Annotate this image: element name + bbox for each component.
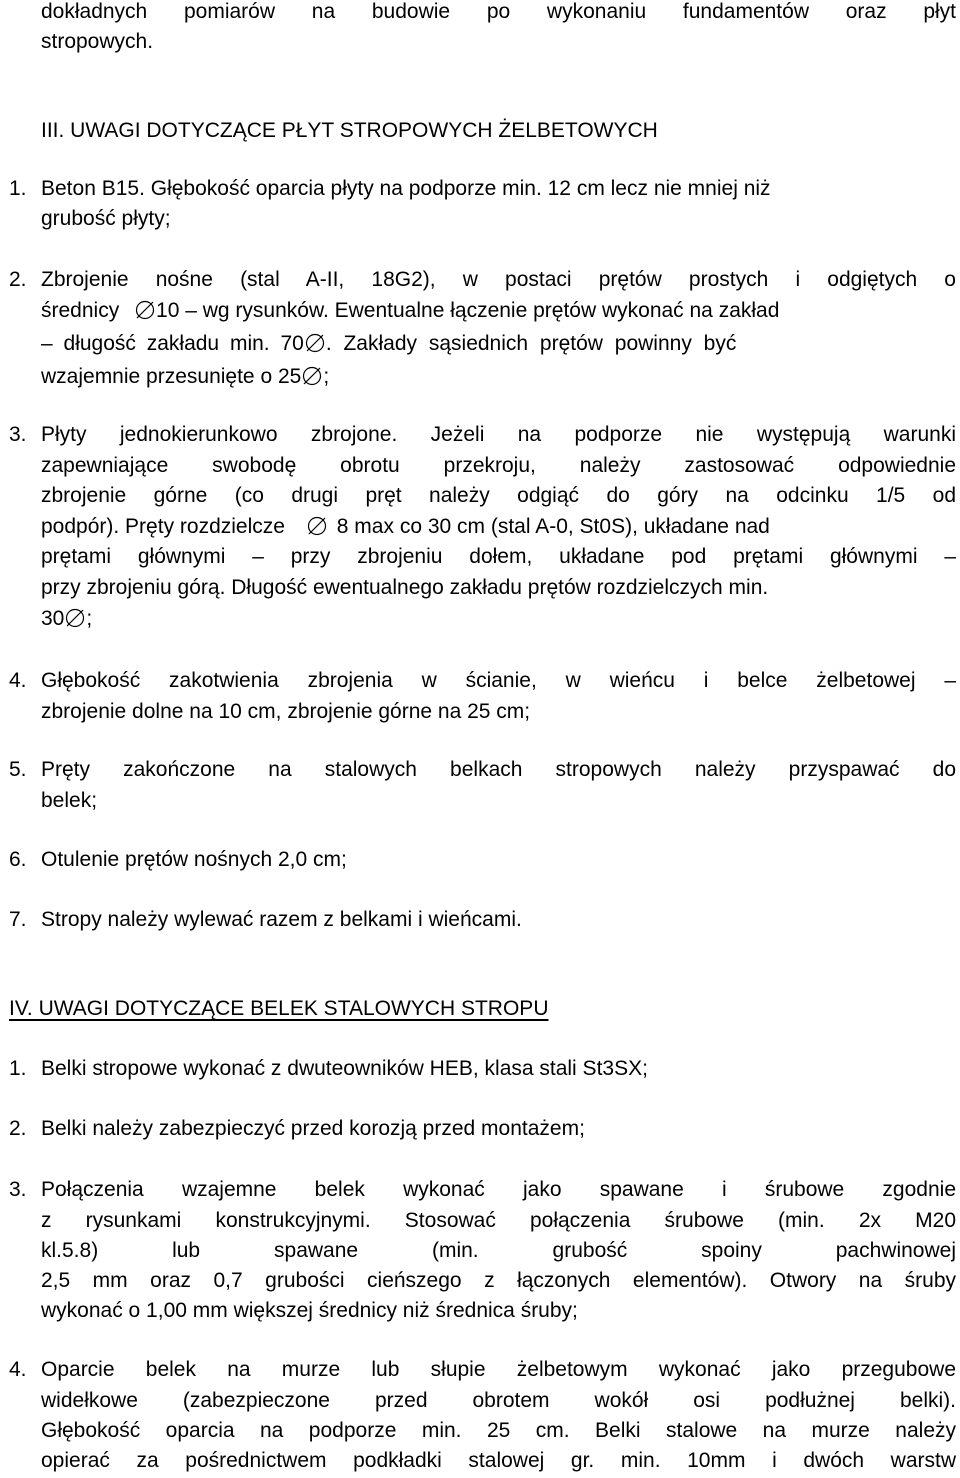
list-item-line: Połączenia wzajemne belek wykonać jako spawane i śrubowe zgodnie	[41, 1178, 956, 1201]
list-item-line: Belki należy zabezpieczyć przed korozją przed montażem;	[41, 1117, 585, 1140]
list-item-line: Beton B15. Głębokość oparcia płyty na podporze min. 12 cm lecz nie mniej niż	[41, 177, 771, 200]
item-number: 7.	[9, 908, 27, 931]
list-item-line	[41, 329, 956, 359]
text-span: 10 – wg rysunków. Ewentualne łączenie prętów wykonać na zakład	[156, 299, 780, 322]
item-number: 1.	[9, 177, 27, 200]
text-span: – długość zakładu min. 70	[41, 332, 304, 355]
item-number: 2.	[9, 268, 27, 291]
list-item-line: Pręty zakończone na stalowych belkach stropowych należy przyspawać do	[41, 758, 956, 781]
item-number: 1.	[9, 1057, 27, 1080]
list-item-line	[41, 512, 956, 542]
item-number: 2.	[9, 1117, 27, 1140]
list-item-line: prętami głównymi – przy zbrojeniu dołem, układane pod prętami głównymi –	[41, 545, 956, 568]
list-item-line: Belki stropowe wykonać z dwuteowników HEB, klasa stali St3SX;	[41, 1057, 648, 1080]
item-number: 3.	[9, 423, 27, 446]
diameter-symbol-icon	[305, 333, 325, 353]
list-item-line: zbrojenie górne (co drugi pręt należy odgiąć do góry na odcinku 1/5 od	[41, 484, 956, 507]
paragraph-line: stropowych.	[41, 30, 154, 53]
list-item-line: 2,5 mm oraz 0,7 grubości cieńszego z łączonych elementów). Otwory na śruby	[41, 1269, 956, 1292]
diameter-symbol-icon	[307, 516, 327, 536]
list-item-line: widełkowe (zabezpieczone przed obrotem wokół osi podłużnej belki).	[41, 1389, 956, 1412]
text-span: średnicy	[41, 299, 120, 322]
diameter-symbol-icon	[135, 300, 155, 320]
text-span: ;	[86, 607, 93, 630]
text-span: . Zakłady sąsiednich prętów powinny być	[325, 332, 737, 355]
text-span: podpór). Pręty rozdzielcze	[41, 515, 285, 538]
list-item-line: Oparcie belek na murze lub słupie żelbetowym wykonać jako przegubowe	[41, 1358, 956, 1381]
list-item-line: Płyty jednokierunkowo zbrojone. Jeżeli na podporze nie występują warunki	[41, 423, 956, 446]
section-heading: III. UWAGI DOTYCZĄCE PŁYT STROPOWYCH ŻELBETOWYCH	[41, 119, 658, 142]
diameter-symbol-icon	[65, 608, 85, 628]
section-heading: IV. UWAGI DOTYCZĄCE BELEK STALOWYCH STROPU	[9, 997, 549, 1020]
item-number: 4.	[9, 669, 27, 692]
list-item-line	[41, 604, 956, 634]
item-number: 6.	[9, 848, 27, 871]
list-item-line	[41, 362, 956, 392]
text-span: ;	[323, 365, 330, 388]
list-item-line: kl.5.8) lub spawane (min. grubość spoiny pachwinowej	[41, 1239, 956, 1262]
list-item-line: Głębokość oparcia na podporze min. 25 cm. Belki stalowe na murze należy	[41, 1419, 956, 1442]
diameter-symbol-icon	[302, 366, 322, 386]
list-item-line: Stropy należy wylewać razem z belkami i wieńcami.	[41, 908, 522, 931]
list-item-line: przy zbrojeniu górą. Długość ewentualnego zakładu prętów rozdzielczych min.	[41, 576, 769, 599]
list-item-line: zbrojenie dolne na 10 cm, zbrojenie górne na 25 cm;	[41, 700, 531, 723]
text-span: 30	[41, 607, 65, 630]
list-item-line: Zbrojenie nośne (stal A-II, 18G2), w postaci prętów prostych i odgiętych o	[41, 268, 956, 291]
list-item-line: z rysunkami konstrukcyjnymi. Stosować połączenia śrubowe (min. 2x M20	[41, 1209, 956, 1232]
text-span: wzajemnie przesunięte o 25	[41, 365, 302, 388]
item-number: 3.	[9, 1178, 27, 1201]
item-number: 5.	[9, 758, 27, 781]
list-item-line: Otulenie prętów nośnych 2,0 cm;	[41, 848, 347, 871]
item-number: 4.	[9, 1358, 27, 1381]
list-item-line	[41, 296, 956, 326]
list-item-line: opierać za pośrednictwem podkładki stalowej gr. min. 10mm i dwóch warstw	[41, 1449, 956, 1472]
list-item-line: grubość płyty;	[41, 207, 171, 230]
list-item-line: belek;	[41, 789, 98, 812]
text-span: 8 max co 30 cm (stal A-0, St0S), układane nad	[336, 515, 770, 538]
list-item-line: wykonać o 1,00 mm większej średnicy niż średnica śruby;	[41, 1299, 578, 1322]
list-item-line: zapewniające swobodę obrotu przekroju, należy zastosować odpowiednie	[41, 454, 956, 477]
paragraph-line: dokładnych pomiarów na budowie po wykonaniu fundamentów oraz płyt	[41, 0, 956, 23]
list-item-line: Głębokość zakotwienia zbrojenia w ścianie, w wieńcu i belce żelbetowej –	[41, 669, 956, 692]
